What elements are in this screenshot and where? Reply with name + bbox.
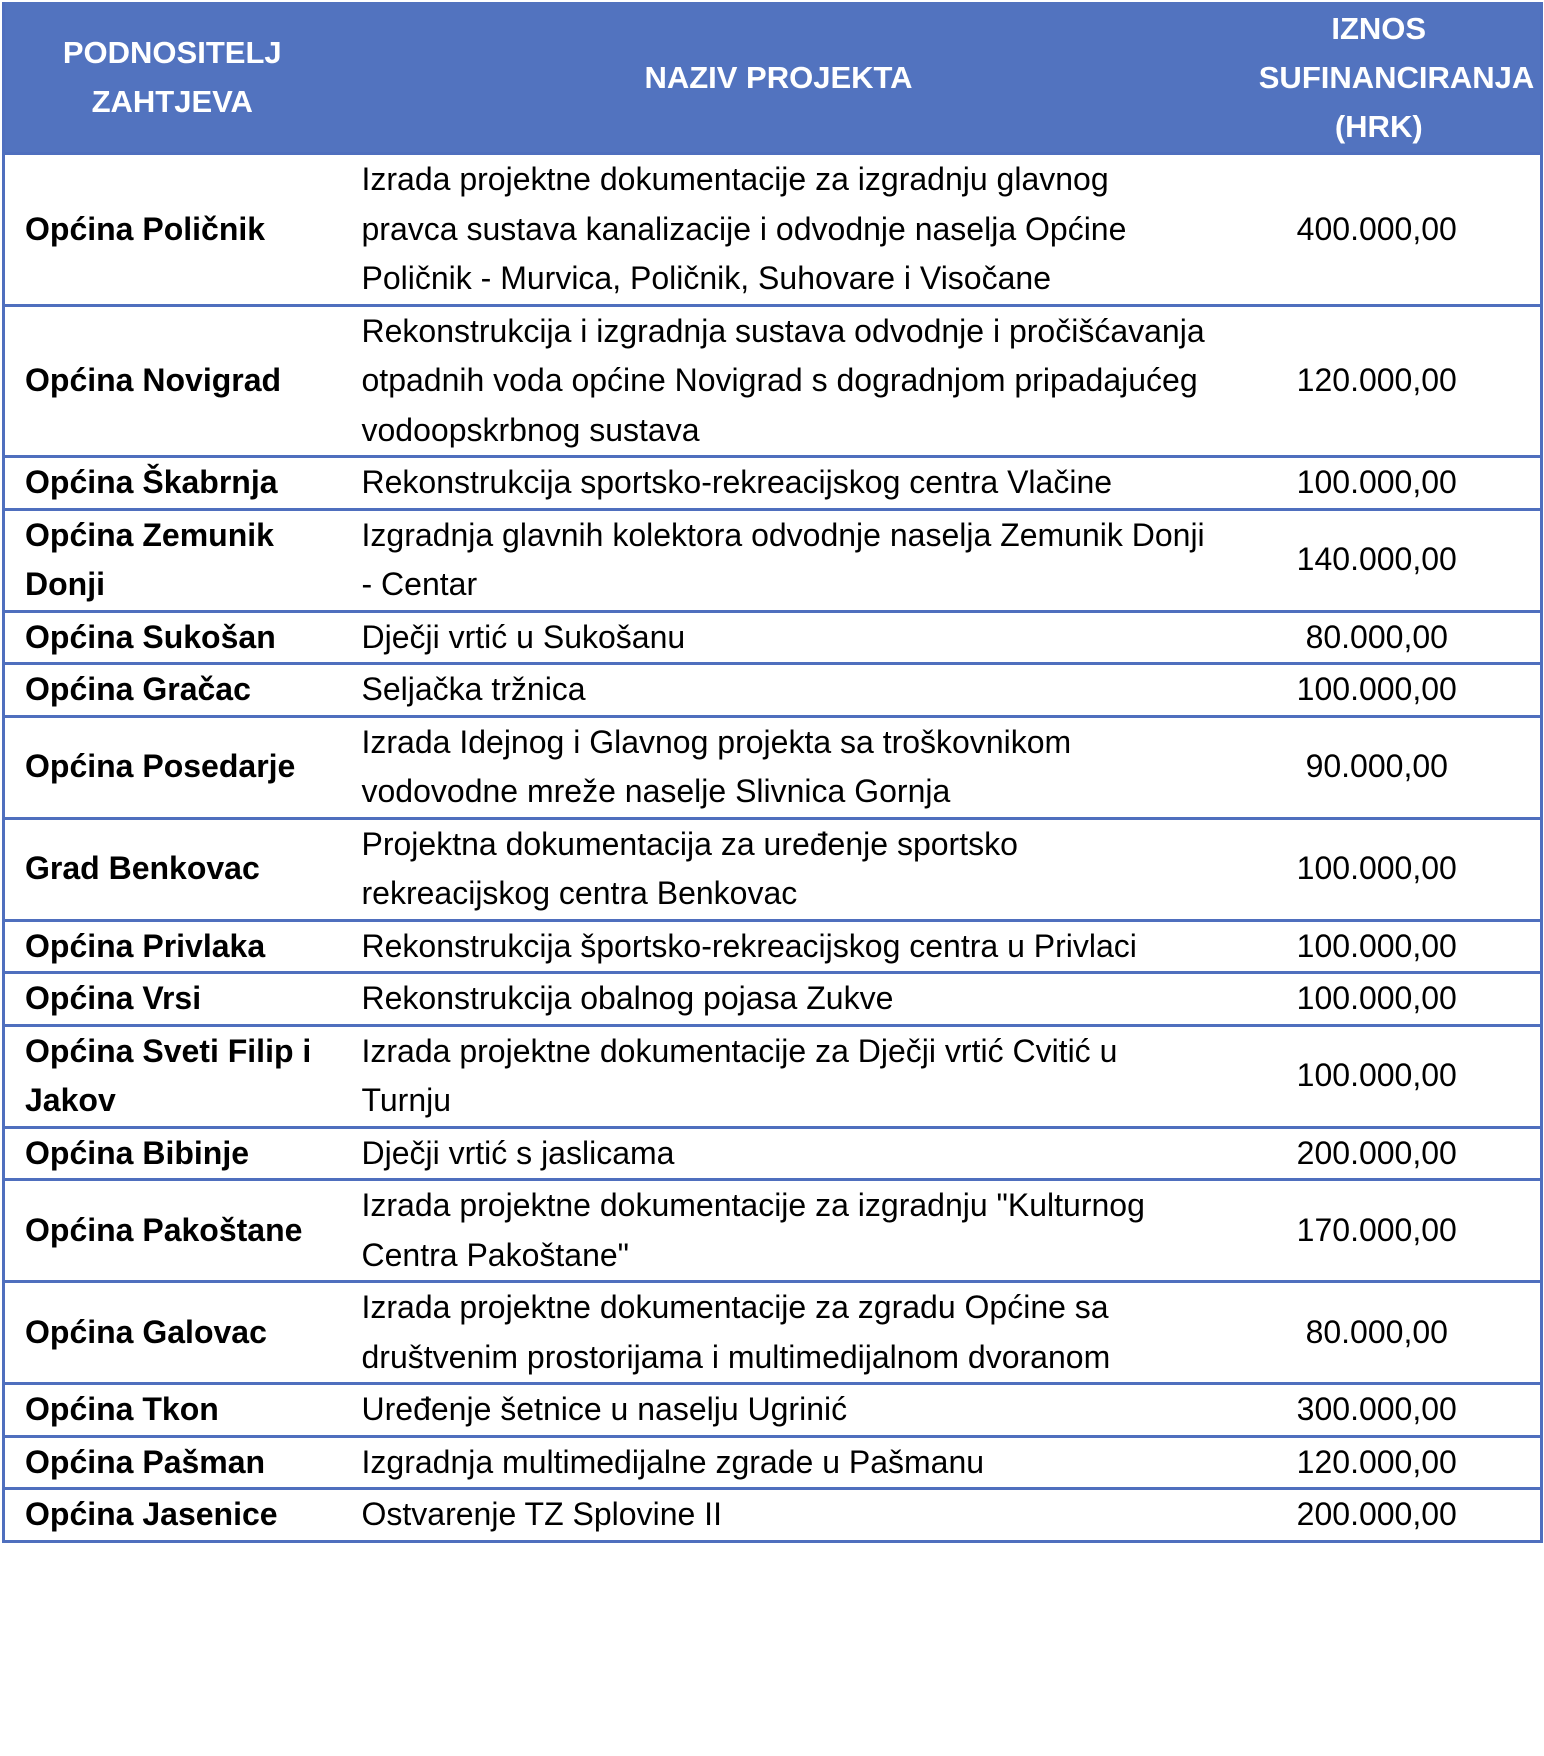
- header-project: [340, 2, 1218, 154]
- project-cell: Rekonstrukcija športsko-rekreacijskog centra u Privlaci: [340, 920, 1218, 973]
- amount-cell: 120.000,00: [1218, 305, 1542, 457]
- applicant-cell: Općina Pakoštane: [4, 1180, 340, 1282]
- applicant-cell: Općina Privlaka: [4, 920, 340, 973]
- amount-cell: 100.000,00: [1218, 920, 1542, 973]
- amount-cell: 200.000,00: [1218, 1127, 1542, 1180]
- table-row: [4, 973, 1542, 1026]
- table-row: [4, 1025, 1542, 1127]
- table-row: [4, 1282, 1542, 1384]
- amount-cell: 400.000,00: [1218, 154, 1542, 306]
- applicant-cell: Općina Sveti Filip i Jakov: [4, 1025, 340, 1127]
- table-header: [4, 2, 1542, 154]
- amount-cell: 80.000,00: [1218, 611, 1542, 664]
- project-cell: Dječji vrtić s jaslicama: [340, 1127, 1218, 1180]
- header-row: [4, 2, 1542, 154]
- applicant-cell: Općina Jasenice: [4, 1489, 340, 1542]
- amount-cell: 120.000,00: [1218, 1436, 1542, 1489]
- applicant-cell: Općina Posedarje: [4, 716, 340, 818]
- project-cell: Izgradnja multimedijalne zgrade u Pašmanu: [340, 1436, 1218, 1489]
- project-cell: Rekonstrukcija sportsko-rekreacijskog centra Vlačine: [340, 457, 1218, 510]
- amount-cell: 300.000,00: [1218, 1384, 1542, 1437]
- amount-cell: 100.000,00: [1218, 664, 1542, 717]
- applicant-cell: Općina Sukošan: [4, 611, 340, 664]
- applicant-cell: Općina Zemunik Donji: [4, 509, 340, 611]
- amount-cell: 100.000,00: [1218, 1025, 1542, 1127]
- header-applicant-label: PODNOSITELJ ZAHTJEVA: [62, 35, 282, 119]
- amount-cell: 100.000,00: [1218, 818, 1542, 920]
- amount-cell: 90.000,00: [1218, 716, 1542, 818]
- table-row: [4, 509, 1542, 611]
- applicant-cell: Općina Poličnik: [4, 154, 340, 306]
- table-row: [4, 1489, 1542, 1542]
- applicant-cell: Općina Gračac: [4, 664, 340, 717]
- table-row: [4, 664, 1542, 717]
- applicant-cell: Općina Novigrad: [4, 305, 340, 457]
- project-cell: Rekonstrukcija obalnog pojasa Zukve: [340, 973, 1218, 1026]
- project-cell: Izrada projektne dokumentacije za izgradnju "Kulturnog Centra Pakoštane": [340, 1180, 1218, 1282]
- header-amount: [1218, 2, 1542, 154]
- project-cell: Izrada projektne dokumentacije za izgradnju glavnog pravca sustava kanalizacije i odvodnje naselja Općine Poličnik - Murvica, Poličnik, Suhovare i Visočane: [340, 154, 1218, 306]
- applicant-cell: Općina Škabrnja: [4, 457, 340, 510]
- amount-cell: 200.000,00: [1218, 1489, 1542, 1542]
- header-applicant: [4, 2, 340, 154]
- table-row: [4, 154, 1542, 306]
- project-cell: Izrada projektne dokumentacije za Dječji vrtić Cvitić u Turnju: [340, 1025, 1218, 1127]
- applicant-cell: Općina Galovac: [4, 1282, 340, 1384]
- applicant-cell: Općina Bibinje: [4, 1127, 340, 1180]
- project-cell: Projektna dokumentacija za uređenje sportsko rekreacijskog centra Benkovac: [340, 818, 1218, 920]
- table-row: [4, 457, 1542, 510]
- amount-cell: 80.000,00: [1218, 1282, 1542, 1384]
- table-row: [4, 1127, 1542, 1180]
- co-financing-table: [2, 2, 1543, 1543]
- project-cell: Rekonstrukcija i izgradnja sustava odvodnje i pročišćavanja otpadnih voda općine Novigrad s dogradnjom pripadajućeg vodoopskrbnog sustava: [340, 305, 1218, 457]
- table-row: [4, 1436, 1542, 1489]
- amount-cell: 100.000,00: [1218, 457, 1542, 510]
- header-amount-label: IZNOS SUFINANCIRANJA (HRK): [1258, 10, 1535, 144]
- amount-cell: 100.000,00: [1218, 973, 1542, 1026]
- table-row: [4, 1180, 1542, 1282]
- applicant-cell: Općina Pašman: [4, 1436, 340, 1489]
- amount-cell: 170.000,00: [1218, 1180, 1542, 1282]
- header-project-label: NAZIV PROJEKTA: [644, 59, 913, 95]
- project-cell: Uređenje šetnice u naselju Ugrinić: [340, 1384, 1218, 1437]
- applicant-cell: Općina Tkon: [4, 1384, 340, 1437]
- amount-cell: 140.000,00: [1218, 509, 1542, 611]
- project-cell: Izgradnja glavnih kolektora odvodnje naselja Zemunik Donji - Centar: [340, 509, 1218, 611]
- project-cell: Izrada Idejnog i Glavnog projekta sa troškovnikom vodovodne mreže naselje Slivnica Gornja: [340, 716, 1218, 818]
- project-cell: Ostvarenje TZ Splovine II: [340, 1489, 1218, 1542]
- project-cell: Seljačka tržnica: [340, 664, 1218, 717]
- table-row: [4, 818, 1542, 920]
- table-row: [4, 1384, 1542, 1437]
- table-row: [4, 611, 1542, 664]
- table-row: [4, 920, 1542, 973]
- project-cell: Dječji vrtić u Sukošanu: [340, 611, 1218, 664]
- table-body: [4, 154, 1542, 1542]
- table-row: [4, 305, 1542, 457]
- table-row: [4, 716, 1542, 818]
- project-cell: Izrada projektne dokumentacije za zgradu Općine sa društvenim prostorijama i multimedijalnom dvoranom: [340, 1282, 1218, 1384]
- applicant-cell: Grad Benkovac: [4, 818, 340, 920]
- applicant-cell: Općina Vrsi: [4, 973, 340, 1026]
